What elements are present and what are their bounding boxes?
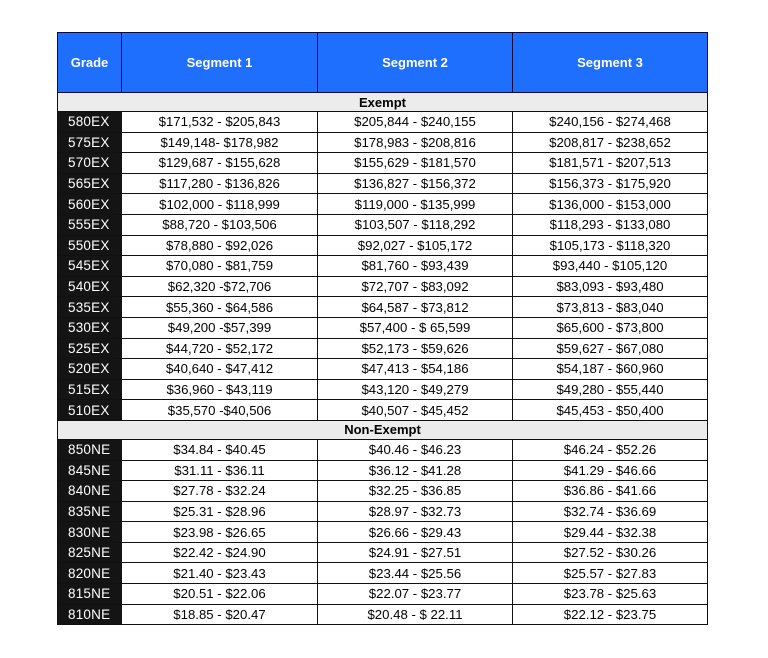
segment-3-cell: $41.29 - $46.66 (513, 460, 708, 481)
grade-cell: 565EX (58, 173, 122, 194)
segment-2-cell: $20.48 - $ 22.11 (318, 604, 513, 625)
header-segment-2: Segment 2 (318, 33, 513, 93)
segment-1-cell: $129,687 - $155,628 (122, 153, 318, 174)
segment-3-cell: $73,813 - $83,040 (513, 297, 708, 318)
segment-3-cell: $65,600 - $73,800 (513, 317, 708, 338)
segment-2-cell: $40,507 - $45,452 (318, 400, 513, 421)
segment-3-cell: $136,000 - $153,000 (513, 194, 708, 215)
segment-3-cell: $27.52 - $30.26 (513, 542, 708, 563)
table-row (58, 214, 708, 235)
segment-2-cell: $36.12 - $41.28 (318, 460, 513, 481)
segment-3-cell: $105,173 - $118,320 (513, 235, 708, 256)
table-row (58, 112, 708, 133)
table-header (58, 33, 708, 93)
segment-2-cell: $119,000 - $135,999 (318, 194, 513, 215)
segment-3-cell: $240,156 - $274,468 (513, 112, 708, 133)
segment-1-cell: $35,570 -$40,506 (122, 400, 318, 421)
segment-3-cell: $54,187 - $60,960 (513, 359, 708, 380)
table-row (58, 379, 708, 400)
table-row (58, 481, 708, 502)
segment-1-cell: $55,360 - $64,586 (122, 297, 318, 318)
salary-grade-table (57, 32, 708, 625)
segment-3-cell: $49,280 - $55,440 (513, 379, 708, 400)
segment-3-cell: $23.78 - $25.63 (513, 584, 708, 605)
segment-3-cell: $45,453 - $50,400 (513, 400, 708, 421)
segment-2-cell: $92,027 - $105,172 (318, 235, 513, 256)
grade-cell: 560EX (58, 194, 122, 215)
segment-1-cell: $36,960 - $43,119 (122, 379, 318, 400)
segment-1-cell: $44,720 - $52,172 (122, 338, 318, 359)
segment-1-cell: $88,720 - $103,506 (122, 214, 318, 235)
segment-2-cell: $28.97 - $32.73 (318, 501, 513, 522)
table-row (58, 501, 708, 522)
grade-cell: 820NE (58, 563, 122, 584)
table-row (58, 297, 708, 318)
segment-1-cell: $25.31 - $28.96 (122, 501, 318, 522)
table-row (58, 132, 708, 153)
salary-grade-table-container (57, 32, 707, 625)
grade-cell: 825NE (58, 542, 122, 563)
section-header-row (58, 93, 708, 112)
grade-cell: 575EX (58, 132, 122, 153)
segment-2-cell: $40.46 - $46.23 (318, 439, 513, 460)
table-row (58, 563, 708, 584)
grade-cell: 525EX (58, 338, 122, 359)
segment-3-cell: $156,373 - $175,920 (513, 173, 708, 194)
grade-cell: 835NE (58, 501, 122, 522)
grade-cell: 570EX (58, 153, 122, 174)
segment-3-cell: $181,571 - $207,513 (513, 153, 708, 174)
table-row (58, 439, 708, 460)
segment-2-cell: $103,507 - $118,292 (318, 214, 513, 235)
table-row (58, 173, 708, 194)
table-row (58, 194, 708, 215)
grade-cell: 530EX (58, 317, 122, 338)
segment-1-cell: $22.42 - $24.90 (122, 542, 318, 563)
table-row (58, 584, 708, 605)
segment-2-cell: $52,173 - $59,626 (318, 338, 513, 359)
segment-3-cell: $208,817 - $238,652 (513, 132, 708, 153)
segment-2-cell: $136,827 - $156,372 (318, 173, 513, 194)
section-header-row (58, 420, 708, 439)
grade-cell: 810NE (58, 604, 122, 625)
grade-cell: 515EX (58, 379, 122, 400)
segment-1-cell: $34.84 - $40.45 (122, 439, 318, 460)
segment-1-cell: $149,148- $178,982 (122, 132, 318, 153)
table-row (58, 317, 708, 338)
table-row (58, 276, 708, 297)
segment-2-cell: $22.07 - $23.77 (318, 584, 513, 605)
segment-2-cell: $43,120 - $49,279 (318, 379, 513, 400)
segment-2-cell: $81,760 - $93,439 (318, 256, 513, 277)
segment-1-cell: $78,880 - $92,026 (122, 235, 318, 256)
segment-3-cell: $22.12 - $23.75 (513, 604, 708, 625)
segment-3-cell: $93,440 - $105,120 (513, 256, 708, 277)
segment-1-cell: $18.85 - $20.47 (122, 604, 318, 625)
grade-cell: 815NE (58, 584, 122, 605)
segment-1-cell: $49,200 -$57,399 (122, 317, 318, 338)
segment-2-cell: $26.66 - $29.43 (318, 522, 513, 543)
grade-cell: 540EX (58, 276, 122, 297)
table-row (58, 542, 708, 563)
grade-cell: 580EX (58, 112, 122, 133)
grade-cell: 545EX (58, 256, 122, 277)
segment-3-cell: $59,627 - $67,080 (513, 338, 708, 359)
grade-cell: 845NE (58, 460, 122, 481)
segment-2-cell: $155,629 - $181,570 (318, 153, 513, 174)
section-title: Non-Exempt (58, 420, 708, 439)
segment-3-cell: $118,293 - $133,080 (513, 214, 708, 235)
section-title: Exempt (58, 93, 708, 112)
header-segment-1: Segment 1 (122, 33, 318, 93)
segment-2-cell: $23.44 - $25.56 (318, 563, 513, 584)
grade-cell: 840NE (58, 481, 122, 502)
segment-2-cell: $32.25 - $36.85 (318, 481, 513, 502)
segment-3-cell: $25.57 - $27.83 (513, 563, 708, 584)
segment-3-cell: $29.44 - $32.38 (513, 522, 708, 543)
table-row (58, 359, 708, 380)
segment-1-cell: $117,280 - $136,826 (122, 173, 318, 194)
grade-cell: 555EX (58, 214, 122, 235)
segment-3-cell: $36.86 - $41.66 (513, 481, 708, 502)
segment-1-cell: $21.40 - $23.43 (122, 563, 318, 584)
segment-3-cell: $83,093 - $93,480 (513, 276, 708, 297)
table-row (58, 604, 708, 625)
segment-1-cell: $23.98 - $26.65 (122, 522, 318, 543)
table-row (58, 338, 708, 359)
segment-2-cell: $178,983 - $208,816 (318, 132, 513, 153)
table-row (58, 400, 708, 421)
segment-2-cell: $47,413 - $54,186 (318, 359, 513, 380)
table-row (58, 256, 708, 277)
segment-2-cell: $205,844 - $240,155 (318, 112, 513, 133)
grade-cell: 520EX (58, 359, 122, 380)
grade-cell: 830NE (58, 522, 122, 543)
grade-cell: 850NE (58, 439, 122, 460)
segment-1-cell: $62,320 -$72,706 (122, 276, 318, 297)
segment-2-cell: $57,400 - $ 65,599 (318, 317, 513, 338)
table-body (58, 93, 708, 625)
header-segment-3: Segment 3 (513, 33, 708, 93)
segment-3-cell: $32.74 - $36.69 (513, 501, 708, 522)
segment-1-cell: $31.11 - $36.11 (122, 460, 318, 481)
grade-cell: 535EX (58, 297, 122, 318)
header-grade: Grade (58, 33, 122, 93)
table-row (58, 522, 708, 543)
table-row (58, 235, 708, 256)
segment-1-cell: $70,080 - $81,759 (122, 256, 318, 277)
segment-3-cell: $46.24 - $52.26 (513, 439, 708, 460)
segment-2-cell: $72,707 - $83,092 (318, 276, 513, 297)
segment-1-cell: $27.78 - $32.24 (122, 481, 318, 502)
segment-2-cell: $64,587 - $73,812 (318, 297, 513, 318)
segment-2-cell: $24.91 - $27.51 (318, 542, 513, 563)
grade-cell: 550EX (58, 235, 122, 256)
segment-1-cell: $20.51 - $22.06 (122, 584, 318, 605)
header-row (58, 33, 708, 93)
table-row (58, 460, 708, 481)
segment-1-cell: $102,000 - $118,999 (122, 194, 318, 215)
grade-cell: 510EX (58, 400, 122, 421)
segment-1-cell: $40,640 - $47,412 (122, 359, 318, 380)
segment-1-cell: $171,532 - $205,843 (122, 112, 318, 133)
table-row (58, 153, 708, 174)
